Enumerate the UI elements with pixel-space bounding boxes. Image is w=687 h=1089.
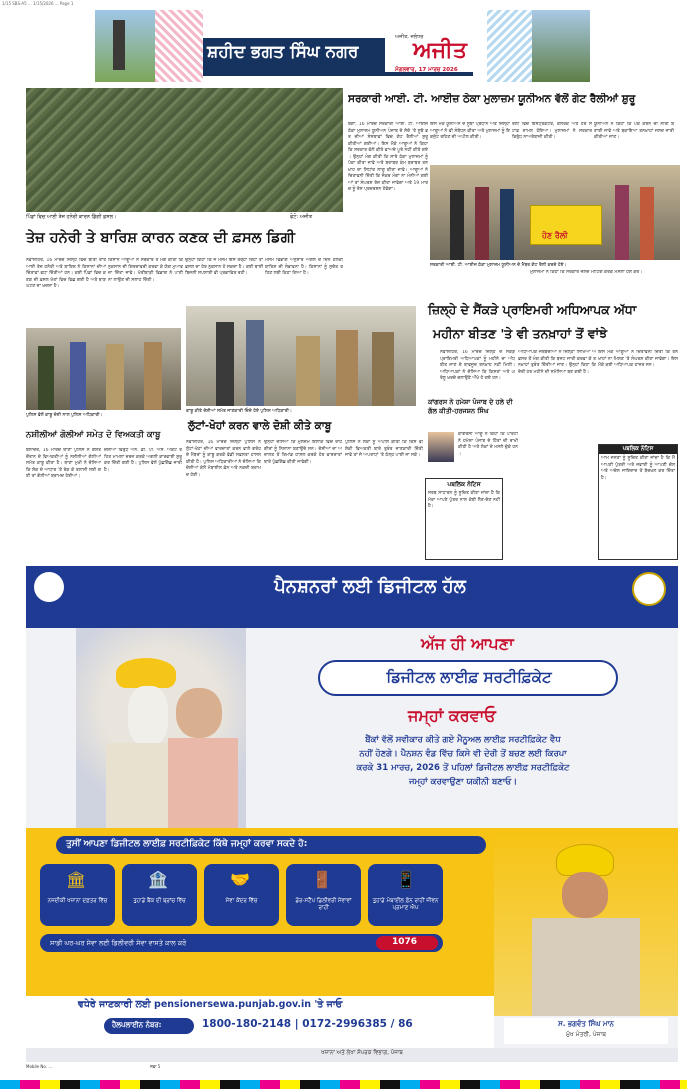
page-footer-right: ਸਫ਼ਾ 5 [150, 1064, 161, 1069]
option-card-2 [122, 864, 197, 926]
person-figure [144, 342, 162, 410]
helpline-label: ਹੈਲਪਲਾਈਨ ਨੰਬਰ: [112, 1021, 162, 1029]
police-officer [336, 330, 358, 406]
option-label: ਨਜ਼ਦੀਕੀ ਖਜ਼ਾਨਾ ਦਫ਼ਤਰ ਵਿੱਚ [47, 898, 108, 904]
story4-text-col2: ਦੋਸ਼ੀਆਂ ਵਿਰੁੱਧ ਐਨ. ਡੀ. ਪੀ. ਐਸ. ਐਕਟ ਤਹਿਤ ਮਾਮਲਾ ਦਰਜ ਕਰਕੇ ਅਗਲੀ ਕਾਰਵਾਈ ਸ਼ੁਰੂ ਕਰ ਦਿੱਤੀ ਗਈ ਹੈ। ਪੁਲਿਸ ਵੱਲੋਂ ਪੁੱਛਗਿੱਛ ਜਾਰੀ ਹੈ। [104, 448, 182, 473]
story2-text-bottom: ਮੁਲਾਜ਼ਮਾਂ ਨੇ ਕਿਹਾ ਕਿ ਸਰਕਾਰ ਜਲਦ ਮੀਟਿੰਗ ਕਰਕੇ ਮਸਲਾ ਹੱਲ ਕਰੇ। [530, 270, 643, 275]
more-info: ਵਧੇਰੇ ਜਾਣਕਾਰੀ ਲਈ pensionersewa.punjab.gov.in 'ਤੇ ਜਾਓ [78, 999, 343, 1010]
ad-body-line3: ਕਰਕੇ 31 ਮਾਰਚ, 2026 ਤੋਂ ਪਹਿਲਾਂ ਡਿਜੀਟਲ ਲਾਈਫ਼ ਸਰਟੀਫ਼ਿਕੇਟ [356, 763, 570, 773]
notice-title: ਪਬਲਿਕ ਨੋਟਿਸ [599, 445, 677, 454]
ad-submit-text: ਜਮ੍ਹਾਂ ਕਰਵਾਓ [408, 706, 496, 725]
dept-footer: ਖਜ਼ਾਨਾ ਅਤੇ ਲੇਖਾ ਸੰਪਰਕ ਵਿਭਾਗ, ਪੰਜਾਬ [321, 1050, 403, 1056]
story3-headline-line1: ਜ਼ਿਲ੍ਹੇ ਦੇ ਸੈਂਕੜੇ ਪ੍ਰਾਇਮਰੀ ਅਧਿਆਪਕ ਅੱਧਾ [428, 302, 637, 317]
masthead-right-image [532, 10, 590, 82]
pension-ad [26, 566, 678, 1048]
rally-banner-text: ਹੋਣ ਰੈਲੀ [542, 231, 568, 240]
doorstep-icon: 🚪 [312, 870, 332, 889]
story5-caption: ਕਾਬੂ ਕੀਤੇ ਦੋਸ਼ੀਆਂ ਸਮੇਤ ਜਾਣਕਾਰੀ ਦਿੰਦੇ ਹੋਏ ਪੁਲਿਸ ਅਧਿਕਾਰੀ। [186, 409, 292, 414]
masthead [95, 10, 590, 82]
story3-headline-line2: ਮਹੀਨਾ ਬੀਤਣ 'ਤੇ ਵੀ ਤਨਖ਼ਾਹਾਂ ਤੋਂ ਵਾਂਝੇ [433, 326, 608, 341]
story5-text-col2: ਉਨ੍ਹਾਂ ਦੱਸਿਆ ਕਿ ਮੁਲਜ਼ਮ ਇਲਾਕੇ ਵਿਚ ਰਾਹਗੀਰਾਂ ਨੂੰ ਨਿਸ਼ਾਨਾ ਬਣਾਉਂਦੇ ਸਨ। ਦੋਸ਼ੀਆਂ ਦਾ ਅਦਾਲਤ ਤੋਂ ਰਿਮਾਂਡ ਹਾਸਲ ਕਰਕੇ ਹੋਰ ਵਾਰਦਾਤਾਂ ਬਾਰੇ ਪੁੱਛਗਿੱਛ ਕੀਤੀ ਜਾਵੇਗੀ। [264, 440, 342, 465]
woman-dress [168, 738, 238, 828]
ad-body-line2: ਨਹੀਂ ਹੋਣਗੇ। ਪੈਨਸ਼ਨ ਵੰਡ ਵਿੱਚ ਕਿਸੇ ਵੀ ਦੇਰੀ ਤੋਂ ਬਚਣ ਲਈ ਕਿਰਪਾ [359, 749, 567, 759]
notice-text: ਸਰਬ ਸਾਧਾਰਨ ਨੂੰ ਸੂਚਿਤ ਕੀਤਾ ਜਾਂਦਾ ਹੈ ਕਿ ਮੇਰਾ ਆਪਣੇ ਪੁੱਤਰ ਨਾਲ ਕੋਈ ਲੈਣ-ਦੇਣ ਨਹੀਂ ਹੈ। [428, 491, 500, 509]
cm-face [562, 872, 608, 918]
person-figure [615, 185, 629, 260]
issue-date: ਮੰਗਲਵਾਰ, 17 ਮਾਰਚ 2026 [395, 67, 458, 73]
story2-text-col2: ਇਸ ਮੌਕੇ ਯੂਨੀਅਨ ਦੇ ਸੂਬਾ ਪ੍ਰਧਾਨ ਅਤੇ ਜ਼ਿਲ੍ਹਾ ਆਗੂਆਂ ਨੇ ਵੀ ਸੰਬੋਧਨ ਕੀਤਾ ਅਤੇ ਮੁਲਾਜ਼ਮਾਂ ਨੂੰ ਇਕਜੁੱਟ ਰਹਿਣ ਦੀ ਅਪੀਲ ਕੀਤੀ। [430, 122, 510, 140]
wheat-field-photo [26, 88, 343, 212]
story1-text-col1: ਨਵਾਂਸ਼ਹਿਰ, 16 ਮਾਰਚ ਜ਼ਿਲ੍ਹੇ ਵਿਚ ਬੀਤੀ ਰਾਤ ਆਈ ਤੇਜ਼ ਹਨੇਰੀ ਅਤੇ ਬਾਰਿਸ਼ ਨੇ ਕਿਸਾਨਾਂ ਦੀਆਂ ਚਿੰਤਾਵਾਂ ਵਧਾ ਦਿੱਤੀਆਂ ਹਨ। ਕਈ ਪਿੰਡਾਂ ਵਿਚ ਕਣਕ ਦੀ ਫ਼ਸਲ ਖੇਤਾਂ ਵਿਚ ਵਿਛ ਗਈ ਹੈ ਅਤੇ ਝਾੜ ਘਟਣ ਦਾ ਖ਼ਦਸ਼ਾ ਹੈ। [26, 258, 106, 289]
notice-title: ਪਬਲਿਕ ਨੋਟਿਸ [447, 481, 481, 488]
police-officer [296, 336, 320, 406]
story3-pullquote: ਕਾਂਗਰਸ ਨੇ ਹਮੇਸ਼ਾ ਪੰਜਾਬ ਦੇ ਹਲੇ ਦੀ ਗੱਲ ਕੀਤੀ-ਹਰਜਸ਼ਨ ਸਿੰਘ [428, 398, 513, 415]
person-figure [106, 344, 124, 410]
cm-jacket [532, 918, 640, 1016]
story4-caption: ਪੁਲਿਸ ਵੱਲੋਂ ਕਾਬੂ ਦੋਸ਼ੀ ਨਾਲ ਪੁਲਿਸ ਅਧਿਕਾਰੀ। [26, 413, 103, 418]
public-notice-2 [598, 444, 678, 560]
phulkari-left [155, 10, 203, 82]
police-officer [372, 332, 394, 406]
story3-text-col3: ਇਸ ਮੌਕੇ ਆਗੂਆਂ ਨੇ ਚਿਤਾਵਨੀ ਦਿੱਤੀ ਕਿ ਤਨਖ਼ਾਹਾਂ ਨਾ ਮਿਲਣ 'ਤੇ ਸੰਘਰਸ਼ ਕੀਤਾ ਜਾਵੇਗਾ। ਇਸ ਮੌਕੇ ਕਈ ਅਧਿਆਪਕ ਹਾਜ਼ਰ ਸਨ। [598, 350, 678, 368]
union-rally-photo [430, 165, 680, 260]
woman-face [176, 688, 222, 738]
story1-text-col4: ਮੌਸਮ ਵਿਭਾਗ ਅਨੁਸਾਰ ਅਗਲੇ ਦੋ ਦਿਨ ਹਲਕੀ ਬਾਰਿਸ਼ ਦੀ ਸੰਭਾਵਨਾ ਹੈ। ਕਿਸਾਨਾਂ ਨੂੰ ਸੁਚੇਤ ਰਹਿਣ ਲਈ ਕਿਹਾ ਗਿਆ ਹੈ। [265, 258, 343, 276]
section-title: ਸ਼ਹੀਦ ਭਗਤ ਸਿੰਘ ਨਗਰ [207, 42, 359, 62]
building-icon: 🏛 [66, 870, 87, 889]
page-footer-left: Mobile No. ... [26, 1064, 53, 1069]
turban [116, 658, 176, 688]
cm-name: ਸ. ਭਗਵੰਤ ਸਿੰਘ ਮਾਨ [558, 1020, 614, 1028]
story2-headline: ਸਰਕਾਰੀ ਆਈ. ਟੀ. ਆਈਜ਼ ਠੇਕਾ ਮੁਲਾਜ਼ਮ ਯੂਨੀਅਨ ਵੱਲੋਂ ਗੇਟ ਰੈਲੀਆਂ ਸ਼ੁਰੂ [348, 93, 636, 105]
robbers-photo [186, 306, 416, 406]
story1-headline: ਤੇਜ਼ ਹਨੇਰੀ ਤੇ ਬਾਰਿਸ਼ ਕਾਰਨ ਕਣਕ ਦੀ ਫ਼ਸਲ ਡਿਗੀ [26, 230, 296, 246]
option-label: ਤੁਹਾਡੇ ਮੋਬਾਈਲ ਫ਼ੋਨ ਰਾਹੀਂ ਜੀਵਨ ਪ੍ਰਮਾਣ ਐਪ [372, 898, 439, 911]
person-figure [70, 342, 86, 410]
story3-text-col2: ਅਧਿਆਪਕ ਜਥੇਬੰਦੀਆਂ ਨੇ ਜ਼ਿਲ੍ਹਾ ਸਿੱਖਿਆ ਅਫ਼ਸਰ ਤੋਂ ਮੰਗ ਕੀਤੀ ਕਿ ਬਜਟ ਜਾਰੀ ਕਰਵਾ ਕੇ ਤਨਖ਼ਾਹਾਂ ਤੁਰੰਤ ਦਿੱਤੀਆਂ ਜਾਣ। ਉਨ੍ਹਾਂ ਕਿਹਾ ਕਿ ਦੇਰੀ ਹਰ ਮਹੀਨੇ ਦੀ ਸਮੱਸਿਆ ਬਣ ਗਈ ਹੈ। [518, 350, 596, 375]
ad-body-line1: ਬੈਂਕਾਂ ਵੱਲੋਂ ਸਵੀਕਾਰ ਕੀਤੇ ਗਏ ਮੈਨੂਅਲ ਲਾਈਫ਼ ਸਰਟੀਫ਼ਿਕੇਟ ਵੈਧ [365, 735, 561, 745]
person-figure [38, 346, 54, 410]
paper-small: ਅਜੀਤ, ਜਲੰਧਰ [395, 34, 424, 40]
person-figure [640, 187, 654, 260]
beard [128, 686, 168, 746]
punjab-logo [34, 572, 64, 602]
story2-text-col1: ਬੰਗਾ, 16 ਮਾਰਚ ਸਰਕਾਰੀ ਆਈ. ਟੀ. ਆਈਜ਼ ਠੇਕਾ ਮੁਲਾਜ਼ਮ ਯੂਨੀਅਨ ਪੰਜਾਬ ਦੇ ਸੱਦੇ 'ਤੇ ਸੂਬੇ ਭਰ ਦੀਆਂ ਸੰਸਥਾਵਾਂ ਵਿਚ ਗੇਟ ਰੈਲੀਆਂ ਸ਼ੁਰੂ ਕੀਤੀਆਂ ਗਈਆਂ। ਇਸ ਮੌਕੇ ਆਗੂਆਂ ਨੇ ਕਿਹਾ ਕਿ ਸਰਕਾਰ ਵੱਲੋਂ ਕੀਤੇ ਵਾਅਦੇ ਪੂਰੇ ਨਹੀਂ ਕੀਤੇ ਗਏ। ਉਨ੍ਹਾਂ ਮੰਗ ਕੀਤੀ ਕਿ ਸਾਰੇ ਠੇਕਾ ਮੁਲਾਜ਼ਮਾਂ ਨੂੰ ਪੱਕਾ ਕੀਤਾ ਜਾਵੇ ਅਤੇ ਬਰਾਬਰ ਕੰਮ ਬਰਾਬਰ ਤਨਖ਼ਾਹ ਦਾ ਸਿਧਾਂਤ ਲਾਗੂ ਕੀਤਾ ਜਾਵੇ। ਆਗੂਆਂ ਨੇ ਚਿਤਾਵਨੀ ਦਿੱਤੀ ਕਿ ਜੇਕਰ ਮੰਗਾਂ ਨਾ ਮੰਨੀਆਂ ਗਈਆਂ ਤਾਂ ਸੰਘਰਸ਼ ਤੇਜ਼ ਕੀਤਾ ਜਾਵੇਗਾ ਅਤੇ 19 ਮਾਰਚ ਨੂੰ ਰੋਸ ਪ੍ਰਦਰਸ਼ਨ ਹੋਵੇਗਾ। [348, 122, 428, 192]
story5-text-col3: ਪੁਲਿਸ ਨੇ ਲੋਕਾਂ ਨੂੰ ਅਪੀਲ ਕੀਤੀ ਕਿ ਕਿਸੇ ਵੀ ਸ਼ੱਕੀ ਵਿਅਕਤੀ ਬਾਰੇ ਤੁਰੰਤ ਜਾਣਕਾਰੀ ਦਿੱਤੀ ਜਾਵੇ ਤਾਂ ਜੋ ਅਪਰਾਧਾਂ 'ਤੇ ਠੱਲ੍ਹ ਪਾਈ ਜਾ ਸਕੇ। [345, 440, 423, 458]
story2-text-col4: ਯੂਨੀਅਨ ਨੇ ਕਿਹਾ ਕਿ ਪੱਕੇ ਕਰਨ ਦੀ ਨੀਤੀ ਬਣਾਈ ਜਾਵੇ ਅਤੇ ਬਕਾਇਆ ਤਨਖ਼ਾਹਾਂ ਜਲਦ ਜਾਰੀ ਕੀਤੀਆਂ ਜਾਣ। [594, 122, 674, 140]
masthead-left-image [95, 10, 155, 82]
helpline-numbers: 1800-180-2148 | 0172-2996385 / 86 [202, 1018, 413, 1030]
option-card-4 [286, 864, 361, 926]
story1-text-col3: ਉਨ੍ਹਾਂ ਕਿਹਾ ਕਿ ਜੇ ਮੌਸਮ ਇਸੇ ਤਰ੍ਹਾਂ ਰਿਹਾ ਤਾਂ ਫ਼ਸਲ ਦਾ ਹੋਰ ਨੁਕਸਾਨ ਹੋ ਸਕਦਾ ਹੈ। ਕਈ ਥਾਈਂ ਬਿਜਲੀ ਸਪਲਾਈ ਵੀ ਪ੍ਰਭਾਵਿਤ ਰਹੀ। [185, 258, 263, 276]
option-card-1 [40, 864, 115, 926]
couple-photo [76, 628, 246, 828]
notice-text: ਆਮ ਜਨਤਾ ਨੂੰ ਸੂਚਿਤ ਕੀਤਾ ਜਾਂਦਾ ਹੈ ਕਿ ਮੈਂ ਆਪਣੀ ਪੁੱਤਰੀ ਅਤੇ ਜਵਾਈ ਨੂੰ ਆਪਣੀ ਚੱਲ ਅਤੇ ਅਚੱਲ ਜਾਇਦਾਦ ਤੋਂ ਬੇਦਖ਼ਲ ਕਰ ਦਿੱਤਾ ਹੈ। [601, 456, 675, 481]
story1-credit: ਫੋਟੋ: ਅਜੀਤ [290, 214, 313, 220]
story2-text-col3: ਰੈਲੀ ਵਿਚ ਇੰਸਟ੍ਰਕਟਰ, ਕਲਰਕ ਅਤੇ ਹੋਰ ਸਟਾਫ਼ ਸ਼ਾਮਲ ਹੋਇਆ। ਮੁਲਾਜ਼ਮਾਂ ਨੇ ਸਰਕਾਰ ਵਿਰੁੱਧ ਨਾਅਰੇਬਾਜ਼ੀ ਕੀਤੀ। [512, 122, 592, 140]
story5-text-col1: ਨਵਾਂਸ਼ਹਿਰ, 16 ਮਾਰਚ ਜ਼ਿਲ੍ਹਾ ਪੁਲਿਸ ਨੇ ਲੁੱਟਾਂ-ਖੋਹਾਂ ਦੀਆਂ ਵਾਰਦਾਤਾਂ ਕਰਨ ਵਾਲੇ ਗਰੋਹ ਦੇ ਮੈਂਬਰਾਂ ਨੂੰ ਕਾਬੂ ਕਰਕੇ ਵੱਡੀ ਸਫ਼ਲਤਾ ਹਾਸਲ ਕੀਤੀ ਹੈ। ਪੁਲਿਸ ਅਧਿਕਾਰੀਆਂ ਨੇ ਦੱਸਿਆ ਕਿ ਦੋਸ਼ੀਆਂ ਕੋਲੋਂ ਮੋਬਾਈਲ ਫ਼ੋਨ ਅਤੇ ਨਕਦੀ ਬਰਾਮਦ ਹੋਈ। [186, 440, 261, 478]
bank-icon: 🏦 [148, 870, 168, 889]
mobile-icon: 📱 [396, 870, 416, 889]
politician-photo [428, 432, 454, 462]
statue-silhouette [113, 20, 125, 70]
story1-caption: ਪਿੰਡਾਂ ਵਿਚ ਆਈ ਤੇਜ਼ ਹਨੇਰੀ ਕਾਰਨ ਡਿੱਗੀ ਫ਼ਸਲ। [26, 214, 117, 220]
cert-label: ਡਿਜੀਟਲ ਲਾਈਫ਼ ਸਰਟੀਫ਼ਿਕੇਟ [386, 668, 552, 686]
helpline-1076: 1076 [392, 937, 418, 947]
option-label: ਤੁਹਾਡੇ ਬੈਂਕ ਦੀ ਬ੍ਰਾਂਚ ਵਿੱਚ [133, 898, 186, 904]
person-figure [475, 187, 489, 260]
where-title: ਤੁਸੀਂ ਆਪਣਾ ਡਿਜੀਟਲ ਲਾਈਫ਼ ਸਰਟੀਫ਼ਿਕੇਟ ਕਿੱਥੇ ਜਮ੍ਹਾਂ ਕਰਵਾ ਸਕਦੇ ਹੋ: [66, 839, 308, 849]
paper-logo: ਅਜੀਤ [413, 38, 467, 63]
person-figure [500, 189, 514, 260]
story1-text-col2: ਕਿਸਾਨ ਆਗੂਆਂ ਨੇ ਸਰਕਾਰ ਤੋਂ ਮੰਗ ਕੀਤੀ ਕਿ ਨੁਕਸਾਨ ਦੀ ਗਿਰਦਾਵਰੀ ਕਰਵਾ ਕੇ ਯੋਗ ਮੁਆਵਜ਼ਾ ਦਿੱਤਾ ਜਾਵੇ। ਖੇਤੀਬਾੜੀ ਵਿਭਾਗ ਨੇ ਪਾਣੀ ਨਾ ਲਾਉਣ ਦੀ ਸਲਾਹ ਦਿੱਤੀ। [108, 258, 183, 283]
arrest-photo-1 [26, 328, 181, 410]
color-registration-strip [0, 1080, 687, 1089]
story3-text-col1: ਨਵਾਂਸ਼ਹਿਰ, 16 ਮਾਰਚ ਜ਼ਿਲ੍ਹੇ ਦੇ ਸੈਂਕੜੇ ਪ੍ਰਾਇਮਰੀ ਅਧਿਆਪਕਾਂ ਨੂੰ ਮਹੀਨੇ ਦਾ ਅੱਧ ਬੀਤ ਜਾਣ ਦੇ ਬਾਵਜੂਦ ਤਨਖ਼ਾਹ ਨਹੀਂ ਮਿਲੀ। ਅਧਿਆਪਕਾਂ ਨੇ ਦੱਸਿਆ ਕਿ ਕਿਸ਼ਤਾਂ ਅਤੇ ਘਰੇਲੂ ਖ਼ਰਚੇ ਚਲਾਉਣੇ ਔਖੇ ਹੋ ਗਏ ਹਨ। [440, 350, 515, 381]
story4-headline: ਨਸ਼ੀਲੀਆਂ ਗੋਲੀਆਂ ਸਮੇਤ ਦੋ ਵਿਅਕਤੀ ਕਾਬੂ [26, 430, 161, 440]
doorstep-text: ਸਾਡੀ ਘਰ-ਘਰ ਸੇਵਾ ਲਈ ਡਿਲੀਵਰੀ ਸੇਵਾ ਵਾਸਤੇ ਕਾਲ ਕਰੋ [50, 939, 187, 947]
print-meta: 1/15 SBS-A5 ... 1/15/2026 ... Page 1 [2, 1, 74, 6]
story4-text-col1: ਬਲਾਚੌਰ, 16 ਮਾਰਚ ਥਾਣਾ ਪੁਲਿਸ ਨੇ ਗਸ਼ਤ ਦੌਰਾਨ ਦੋ ਵਿਅਕਤੀਆਂ ਨੂੰ ਨਸ਼ੀਲੀਆਂ ਗੋਲੀਆਂ ਸਮੇਤ ਕਾਬੂ ਕੀਤਾ ਹੈ। ਥਾਣਾ ਮੁਖੀ ਨੇ ਦੱਸਿਆ ਕਿ ਸ਼ੱਕ ਦੇ ਆਧਾਰ 'ਤੇ ਰੋਕ ਕੇ ਤਲਾਸ਼ੀ ਲਈ ਗਈ ਤਾਂ ਗੋਲੀਆਂ ਬਰਾਮਦ ਹੋਈਆਂ। [26, 448, 101, 479]
option-card-3 [204, 864, 279, 926]
cm-photo [494, 836, 678, 1016]
story3-text-col4: ਕਾਂਗਰਸੀ ਆਗੂ ਨੇ ਕਿਹਾ ਕਿ ਪਾਰਟੀ ਨੇ ਹਮੇਸ਼ਾ ਪੰਜਾਬ ਦੇ ਹਿੱਤਾਂ ਦੀ ਰਾਖੀ ਕੀਤੀ ਹੈ ਅਤੇ ਲੋਕਾਂ ਦੇ ਮਸਲੇ ਚੁੱਕੇ ਹਨ। [458, 432, 518, 457]
phulkari-right [487, 10, 532, 82]
person-figure [450, 190, 464, 260]
option-card-5 [368, 864, 443, 926]
story5-headline: ਲੁੱਟਾਂ-ਖੋਹਾਂ ਕਰਨ ਵਾਲੇ ਦੋਸ਼ੀ ਕੀਤੇ ਕਾਬੂ [188, 420, 332, 432]
option-label: ਡੋਰ-ਸਟੈੱਪ ਡਿਲੀਵਰੀ ਸੇਵਾਵਾਂ ਰਾਹੀਂ [295, 898, 352, 911]
ad-subtitle: ਅੱਜ ਹੀ ਆਪਣਾ [421, 634, 514, 653]
story2-caption: ਸਰਕਾਰੀ ਆਈ. ਟੀ. ਆਈਜ਼ ਠੇਕਾ ਮੁਲਾਜ਼ਮ ਯੂਨੀਅਨ ਦੇ ਮੈਂਬਰ ਗੇਟ ਰੈਲੀ ਕਰਦੇ ਹੋਏ। [430, 263, 567, 268]
person-figure [216, 322, 234, 406]
cm-title: ਮੁੱਖ ਮੰਤਰੀ, ਪੰਜਾਬ [565, 1031, 607, 1038]
govt-seal [632, 572, 666, 606]
ad-title: ਪੈਨਸ਼ਨਰਾਂ ਲਈ ਡਿਜੀਟਲ ਹੱਲ [274, 576, 466, 597]
person-figure [246, 320, 264, 406]
hands-icon: 🤝 [230, 870, 250, 889]
ad-body-line4: ਜਮ੍ਹਾਂ ਕਰਵਾਉਣਾ ਯਕੀਨੀ ਬਣਾਓ। [408, 777, 518, 787]
option-label: ਸੇਵਾ ਕੇਂਦਰ ਵਿੱਚ [225, 898, 258, 904]
public-notice-1 [425, 478, 503, 560]
